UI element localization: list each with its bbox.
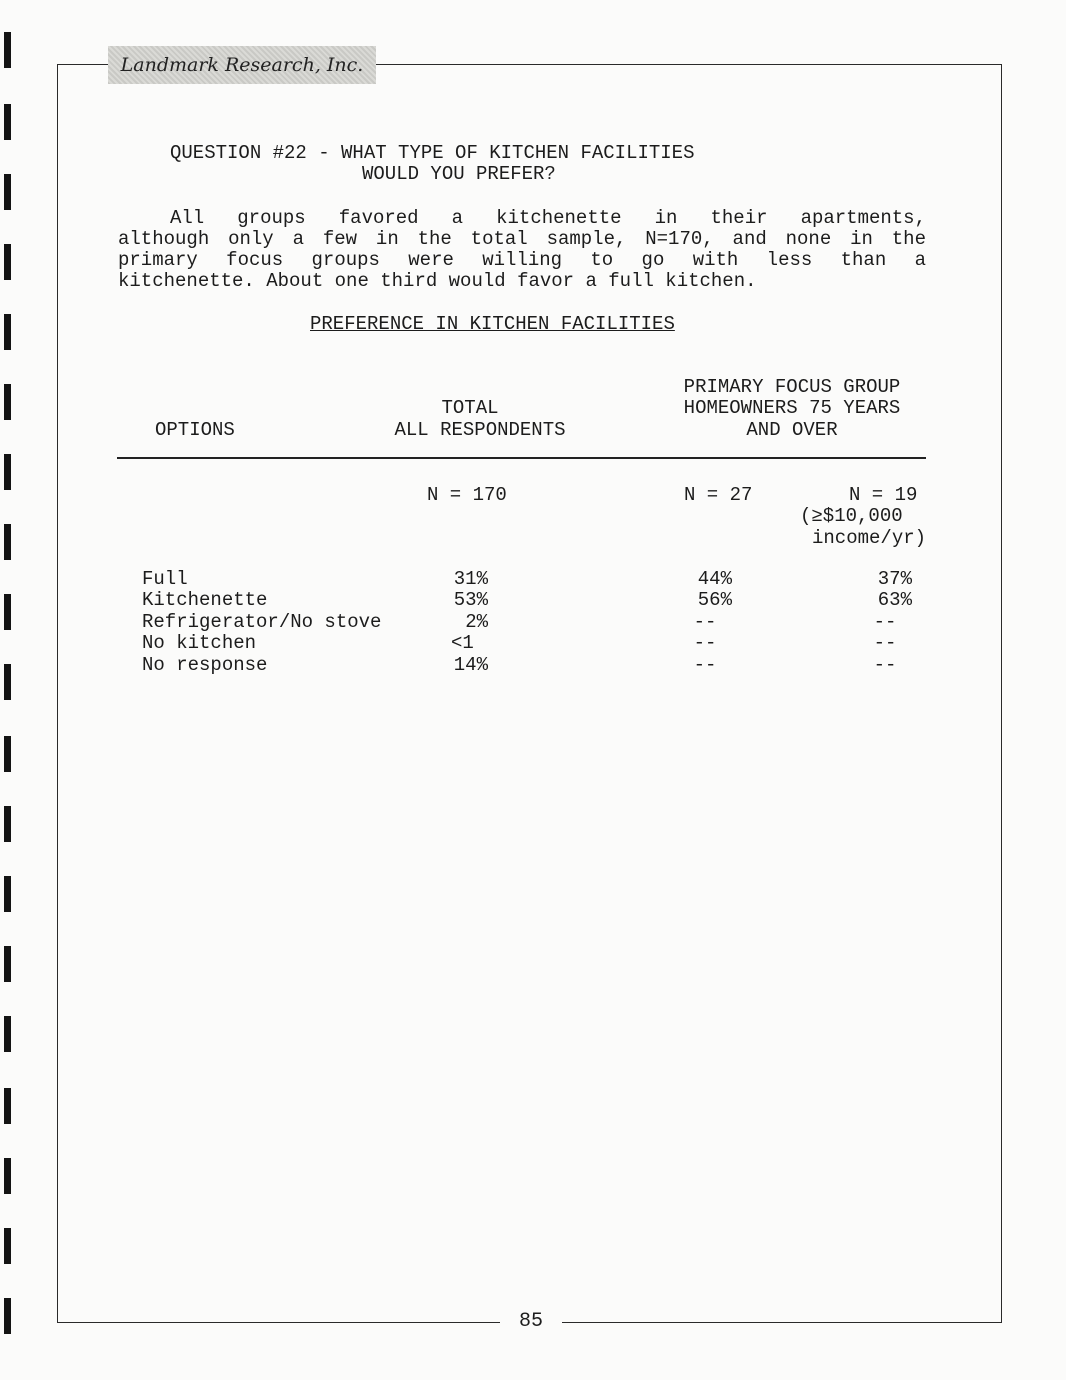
- row-focus-income: 63%: [877, 589, 912, 611]
- paragraph-line: All groups favored a kitchenette in their apartments,: [170, 207, 926, 229]
- page-number: 85: [518, 1310, 543, 1333]
- page-number-box: [500, 1306, 562, 1338]
- n-focus-income-unit: income/yr): [812, 527, 927, 549]
- paragraph-line: kitchenette. About one third would favor a full kitchen.: [118, 270, 757, 292]
- row-total: 14%: [453, 654, 488, 676]
- binding-mark: [4, 314, 11, 350]
- binding-mark: [4, 806, 11, 842]
- binding-mark: [4, 1016, 11, 1052]
- row-focus-income: --: [873, 654, 897, 676]
- n-focus-income: N = 19: [849, 484, 918, 506]
- row-focus-all: 44%: [697, 568, 732, 590]
- binding-mark: [4, 1298, 11, 1334]
- binding-mark: [4, 32, 11, 68]
- header-total-line1: TOTAL: [441, 397, 499, 419]
- n-focus-income-range: (≥$10,000: [800, 505, 903, 527]
- row-total: 31%: [453, 568, 488, 590]
- paragraph-line: primary focus groups were willing to go with less than a: [118, 249, 926, 271]
- row-option: Full: [142, 568, 188, 590]
- row-option: Refrigerator/No stove: [142, 611, 382, 633]
- binding-mark: [4, 384, 11, 420]
- row-focus-all: 56%: [697, 589, 732, 611]
- header-options: OPTIONS: [155, 419, 235, 441]
- binding-mark: [4, 104, 11, 140]
- row-focus-income: --: [873, 632, 897, 654]
- paragraph-line: although only a few in the total sample, N=170, and none in the: [118, 228, 926, 250]
- n-total: N = 170: [427, 484, 507, 506]
- row-total: 53%: [453, 589, 488, 611]
- row-focus-all: --: [693, 654, 717, 676]
- binding-mark: [4, 174, 11, 210]
- row-total: <1: [451, 632, 474, 654]
- binding-mark: [4, 1158, 11, 1194]
- binding-mark: [4, 244, 11, 280]
- header-rule: [117, 457, 926, 459]
- binding-mark: [4, 1228, 11, 1264]
- logo-text: Landmark Research, Inc.: [120, 54, 364, 76]
- row-option: No kitchen: [142, 632, 257, 654]
- row-focus-income: 37%: [877, 568, 912, 590]
- binding-mark: [4, 664, 11, 700]
- header-focus-line1: PRIMARY FOCUS GROUP: [683, 376, 901, 398]
- table-title: PREFERENCE IN KITCHEN FACILITIES: [310, 313, 675, 335]
- binding-mark: [4, 946, 11, 982]
- row-option: No response: [142, 654, 268, 676]
- binding-mark: [4, 594, 11, 630]
- binding-mark: [4, 524, 11, 560]
- summary-paragraph: [118, 208, 926, 292]
- row-total: 2%: [465, 611, 488, 633]
- n-focus-all: N = 27: [684, 484, 753, 506]
- header-total-line2: ALL RESPONDENTS: [394, 419, 566, 441]
- question-heading-line1: QUESTION #22 - WHAT TYPE OF KITCHEN FACILITIES: [170, 142, 695, 164]
- row-option: Kitchenette: [142, 589, 268, 611]
- question-heading-line2: WOULD YOU PREFER?: [362, 163, 556, 185]
- binding-mark: [4, 736, 11, 772]
- binding-mark: [4, 454, 11, 490]
- header-focus-line3: AND OVER: [746, 419, 838, 441]
- binding-mark: [4, 876, 11, 912]
- company-logo: [108, 46, 376, 84]
- header-focus-line2: HOMEOWNERS 75 YEARS: [683, 397, 901, 419]
- binding-mark: [4, 1088, 11, 1124]
- row-focus-all: --: [693, 611, 717, 633]
- row-focus-income: --: [873, 611, 897, 633]
- row-focus-all: --: [693, 632, 717, 654]
